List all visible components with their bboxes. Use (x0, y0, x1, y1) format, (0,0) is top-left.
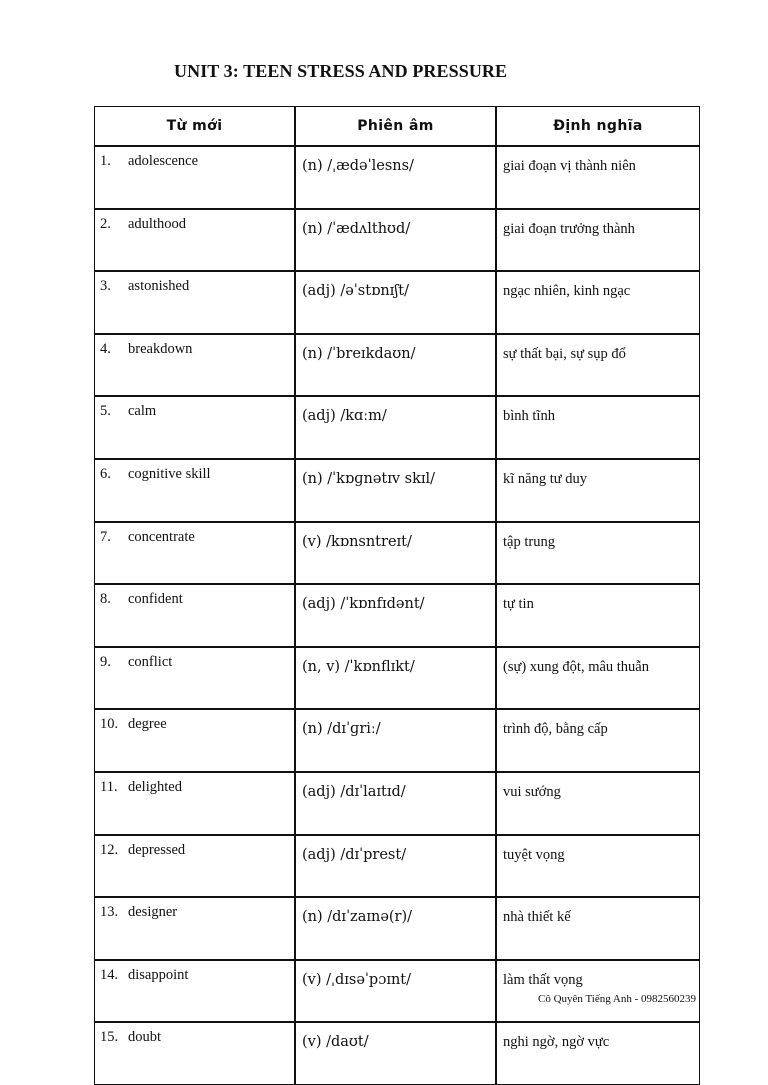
pronunciation-cell: (adj) /dɪˈprest/ (296, 836, 497, 899)
table-row (95, 272, 699, 335)
pronunciation-cell: (n) /ˈkɒɡnətɪv skɪl/ (296, 460, 497, 523)
word-cell (95, 397, 296, 460)
definition-cell: giai đoạn vị thành niên (497, 147, 699, 210)
table-row (95, 710, 699, 773)
word-number: 8. (100, 591, 111, 608)
table-row (95, 523, 699, 586)
word-number: 14. (100, 966, 119, 983)
word-cell (95, 961, 296, 1024)
word-cell (95, 523, 296, 586)
word-cell (95, 710, 296, 773)
word-number: 4. (100, 340, 111, 357)
definition-cell: bình tĩnh (497, 397, 699, 460)
word-number: 10. (100, 716, 119, 733)
table-row (95, 460, 699, 523)
table-row (95, 585, 699, 648)
pronunciation-cell: (n, v) /ˈkɒnflɪkt/ (296, 648, 497, 711)
vocabulary-word: delighted (128, 778, 182, 795)
vocabulary-word: disappoint (128, 966, 189, 983)
definition-cell: sự thất bại, sự sụp đổ (497, 335, 699, 398)
definition-cell: tuyệt vọng (497, 836, 699, 899)
pronunciation-cell: (n) /ˌædəˈlesns/ (296, 147, 497, 210)
pronunciation-cell: (adj) /dɪˈlaɪtɪd/ (296, 773, 497, 836)
table-row (95, 1023, 699, 1084)
header-new-word: Từ mới (95, 107, 296, 147)
word-number: 15. (100, 1029, 119, 1046)
vocabulary-word: calm (128, 403, 157, 420)
word-number: 12. (100, 841, 119, 858)
pronunciation-cell: (adj) /kɑːm/ (296, 397, 497, 460)
definition-cell: tập trung (497, 523, 699, 586)
table-row (95, 397, 699, 460)
vocabulary-word: depressed (128, 841, 186, 858)
table-row (95, 898, 699, 961)
definition-cell: kĩ năng tư duy (497, 460, 699, 523)
word-number: 11. (100, 778, 118, 795)
table-row (95, 335, 699, 398)
pronunciation-cell: (n) /ˈbreɪkdaʊn/ (296, 335, 497, 398)
word-number: 1. (100, 153, 111, 169)
definition-cell: làm thất vọng (497, 961, 699, 1024)
table-body (95, 147, 699, 1084)
word-cell (95, 272, 296, 335)
word-cell (95, 898, 296, 961)
vocabulary-word: designer (128, 904, 178, 921)
definition-cell: nhà thiết kế (497, 898, 699, 961)
table-row (95, 147, 699, 210)
vocabulary-word: breakdown (128, 340, 193, 357)
table-row (95, 836, 699, 899)
pronunciation-cell: (n) /ˈædʌlthʊd/ (296, 210, 497, 273)
word-cell (95, 773, 296, 836)
word-cell (95, 460, 296, 523)
vocabulary-word: concentrate (128, 528, 195, 545)
pronunciation-cell: (v) /daʊt/ (296, 1023, 497, 1084)
word-cell (95, 335, 296, 398)
definition-cell: (sự) xung đột, mâu thuẫn (497, 648, 699, 711)
definition-cell: trình độ, bằng cấp (497, 710, 699, 773)
vocabulary-word: doubt (128, 1029, 162, 1046)
header-pronunciation: Phiên âm (296, 107, 497, 147)
vocabulary-word: degree (128, 716, 167, 733)
vocabulary-word: adulthood (128, 215, 186, 232)
pronunciation-cell: (adj) /əˈstɒnɪʃt/ (296, 272, 497, 335)
vocabulary-word: astonished (128, 278, 190, 295)
word-cell (95, 1023, 296, 1084)
word-number: 3. (100, 278, 111, 295)
word-number: 7. (100, 528, 111, 545)
word-cell (95, 648, 296, 711)
word-number: 5. (100, 403, 111, 420)
table-header-row (95, 107, 699, 147)
word-number: 2. (100, 215, 111, 232)
table-row (95, 773, 699, 836)
vocabulary-word: conflict (128, 653, 173, 670)
word-number: 6. (100, 465, 111, 482)
header-definition: Định nghĩa (497, 107, 699, 147)
pronunciation-cell: (n) /dɪˈɡriː/ (296, 710, 497, 773)
word-cell (95, 836, 296, 899)
vocabulary-table (94, 106, 700, 1085)
vocabulary-word: confident (128, 591, 183, 608)
table-row (95, 210, 699, 273)
word-cell (95, 210, 296, 273)
vocabulary-word: adolescence (128, 153, 199, 169)
word-cell (95, 147, 296, 210)
word-cell (95, 585, 296, 648)
page-title: UNIT 3: TEEN STRESS AND PRESSURE (174, 61, 508, 81)
definition-cell: giai đoạn trưởng thành (497, 210, 699, 273)
definition-cell: tự tin (497, 585, 699, 648)
definition-cell: nghi ngờ, ngờ vực (503, 1034, 610, 1051)
pronunciation-cell: (n) /dɪˈzaɪnə(r)/ (296, 898, 497, 961)
pronunciation-cell: (v) /kɒnsntreɪt/ (296, 523, 497, 586)
footer-credit: Cô Quyên Tiếng Anh - 0982560239 (538, 993, 696, 1005)
word-number: 9. (100, 653, 111, 670)
pronunciation-cell: (adj) /ˈkɒnfɪdənt/ (296, 585, 497, 648)
word-number: 13. (100, 904, 119, 921)
table-row (95, 648, 699, 711)
definition-cell: vui sướng (497, 773, 699, 836)
pronunciation-cell: (v) /ˌdɪsəˈpɔɪnt/ (296, 961, 497, 1024)
vocabulary-word: cognitive skill (128, 465, 211, 482)
definition-cell: ngạc nhiên, kinh ngạc (497, 272, 699, 335)
